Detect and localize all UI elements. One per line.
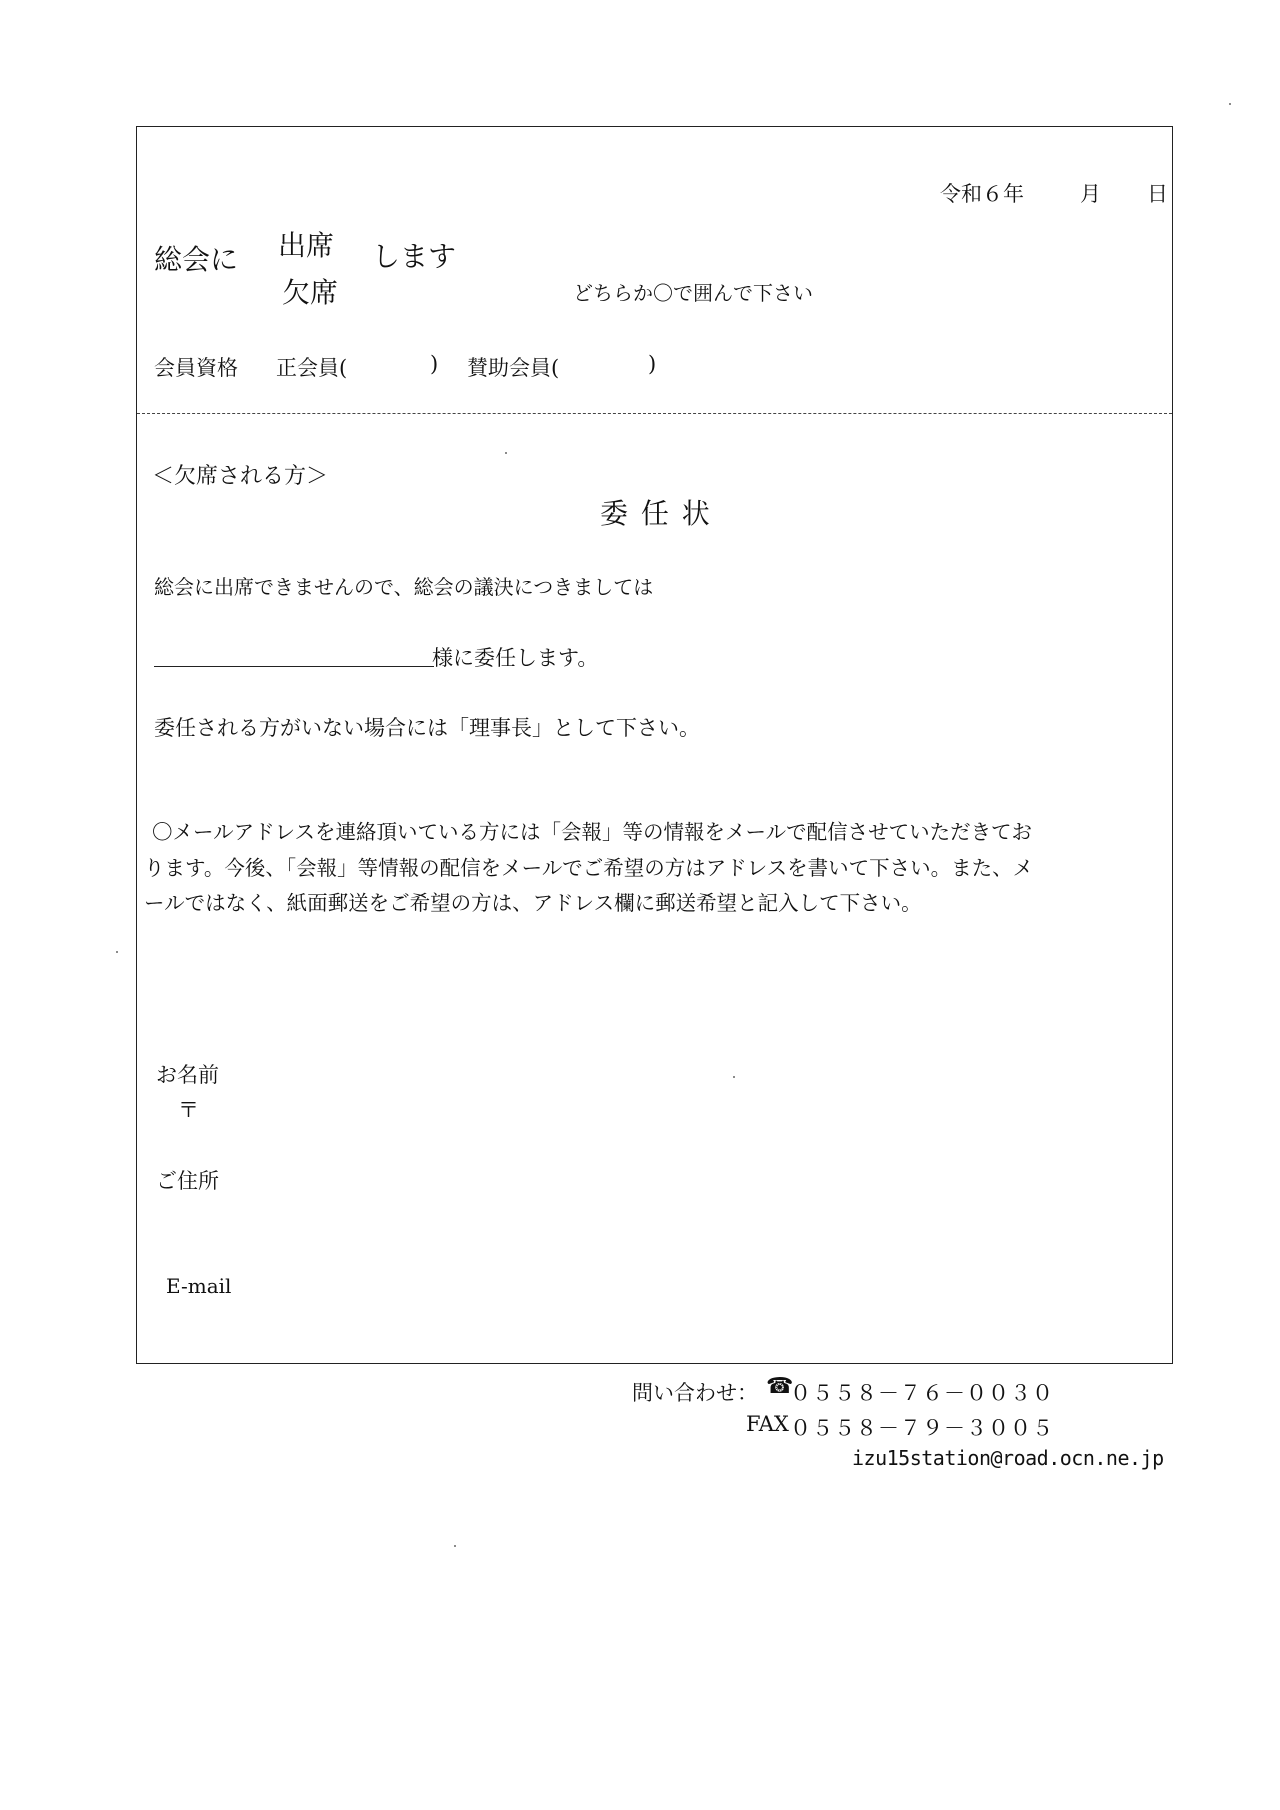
address-label: ご住所 bbox=[156, 1169, 219, 1193]
email-input[interactable] bbox=[240, 1272, 1144, 1302]
supporting-member-close: ) bbox=[648, 352, 657, 376]
phone-number: ０５５８－７６－００３０ bbox=[790, 1381, 1054, 1405]
email-notice-line3: ールではなく、紙面郵送をご希望の方は、アドレス欄に郵送希望と記入して下さい。 bbox=[144, 891, 922, 915]
attendance-instruction: どちらか〇で囲んで下さい bbox=[573, 281, 813, 305]
option-absent[interactable]: 欠席 bbox=[282, 276, 339, 309]
inquiry-label: 問い合わせ： bbox=[632, 1381, 758, 1405]
scan-speck bbox=[454, 1545, 456, 1547]
date-era: 令和６年 bbox=[940, 182, 1024, 206]
membership-label: 会員資格 bbox=[154, 356, 238, 380]
email-label: E-mail bbox=[166, 1274, 232, 1298]
attendance-suffix: します bbox=[372, 240, 457, 273]
inquiry-email: izu15station@road.ocn.ne.jp bbox=[852, 1446, 1164, 1470]
name-label: お名前 bbox=[156, 1063, 219, 1087]
supporting-member-label: 賛助会員( bbox=[467, 356, 560, 380]
absent-section-heading: ＜欠席される方＞ bbox=[152, 464, 329, 489]
scan-speck bbox=[116, 951, 118, 953]
delegate-suffix: 様に委任します。 bbox=[432, 646, 599, 670]
attendance-prefix: 総会に bbox=[154, 243, 239, 276]
regular-member-input[interactable] bbox=[358, 352, 428, 380]
date-month-label: 月 bbox=[1080, 182, 1101, 206]
cut-line-divider bbox=[137, 413, 1172, 414]
email-notice-line2: ります。今後、「会報」等情報の配信をメールでご希望の方はアドレスを書いて下さい。また、メ bbox=[144, 856, 1034, 880]
regular-member-label: 正会員( bbox=[276, 356, 348, 380]
scan-speck bbox=[505, 452, 507, 454]
delegate-name-input[interactable] bbox=[154, 638, 434, 667]
phone-icon: ☎ bbox=[766, 1374, 794, 1399]
proxy-default-note: 委任される方がいない場合には「理事長」として下さい。 bbox=[154, 716, 700, 740]
name-input[interactable] bbox=[240, 1057, 1144, 1087]
email-notice-line1: 〇メールアドレスを連絡頂いている方には「会報」等の情報をメールで配信させていただきてお bbox=[152, 820, 1033, 844]
fax-label: FAX bbox=[746, 1412, 789, 1436]
option-attend[interactable]: 出席 bbox=[278, 229, 335, 262]
proxy-statement: 総会に出席できませんので、総会の議決につきましては bbox=[154, 575, 654, 599]
supporting-member-input[interactable] bbox=[578, 352, 648, 380]
address-input[interactable] bbox=[240, 1163, 1144, 1193]
scan-speck bbox=[733, 1076, 735, 1078]
proxy-title: 委 任 状 bbox=[600, 497, 712, 530]
date-day-label: 日 bbox=[1147, 182, 1168, 206]
postal-code-input[interactable] bbox=[206, 1092, 470, 1122]
fax-number: ０５５８－７９－３００５ bbox=[790, 1416, 1054, 1440]
postal-code-mark: 〒 bbox=[178, 1098, 199, 1122]
regular-member-close: ) bbox=[430, 352, 439, 376]
scan-speck bbox=[1229, 103, 1231, 105]
